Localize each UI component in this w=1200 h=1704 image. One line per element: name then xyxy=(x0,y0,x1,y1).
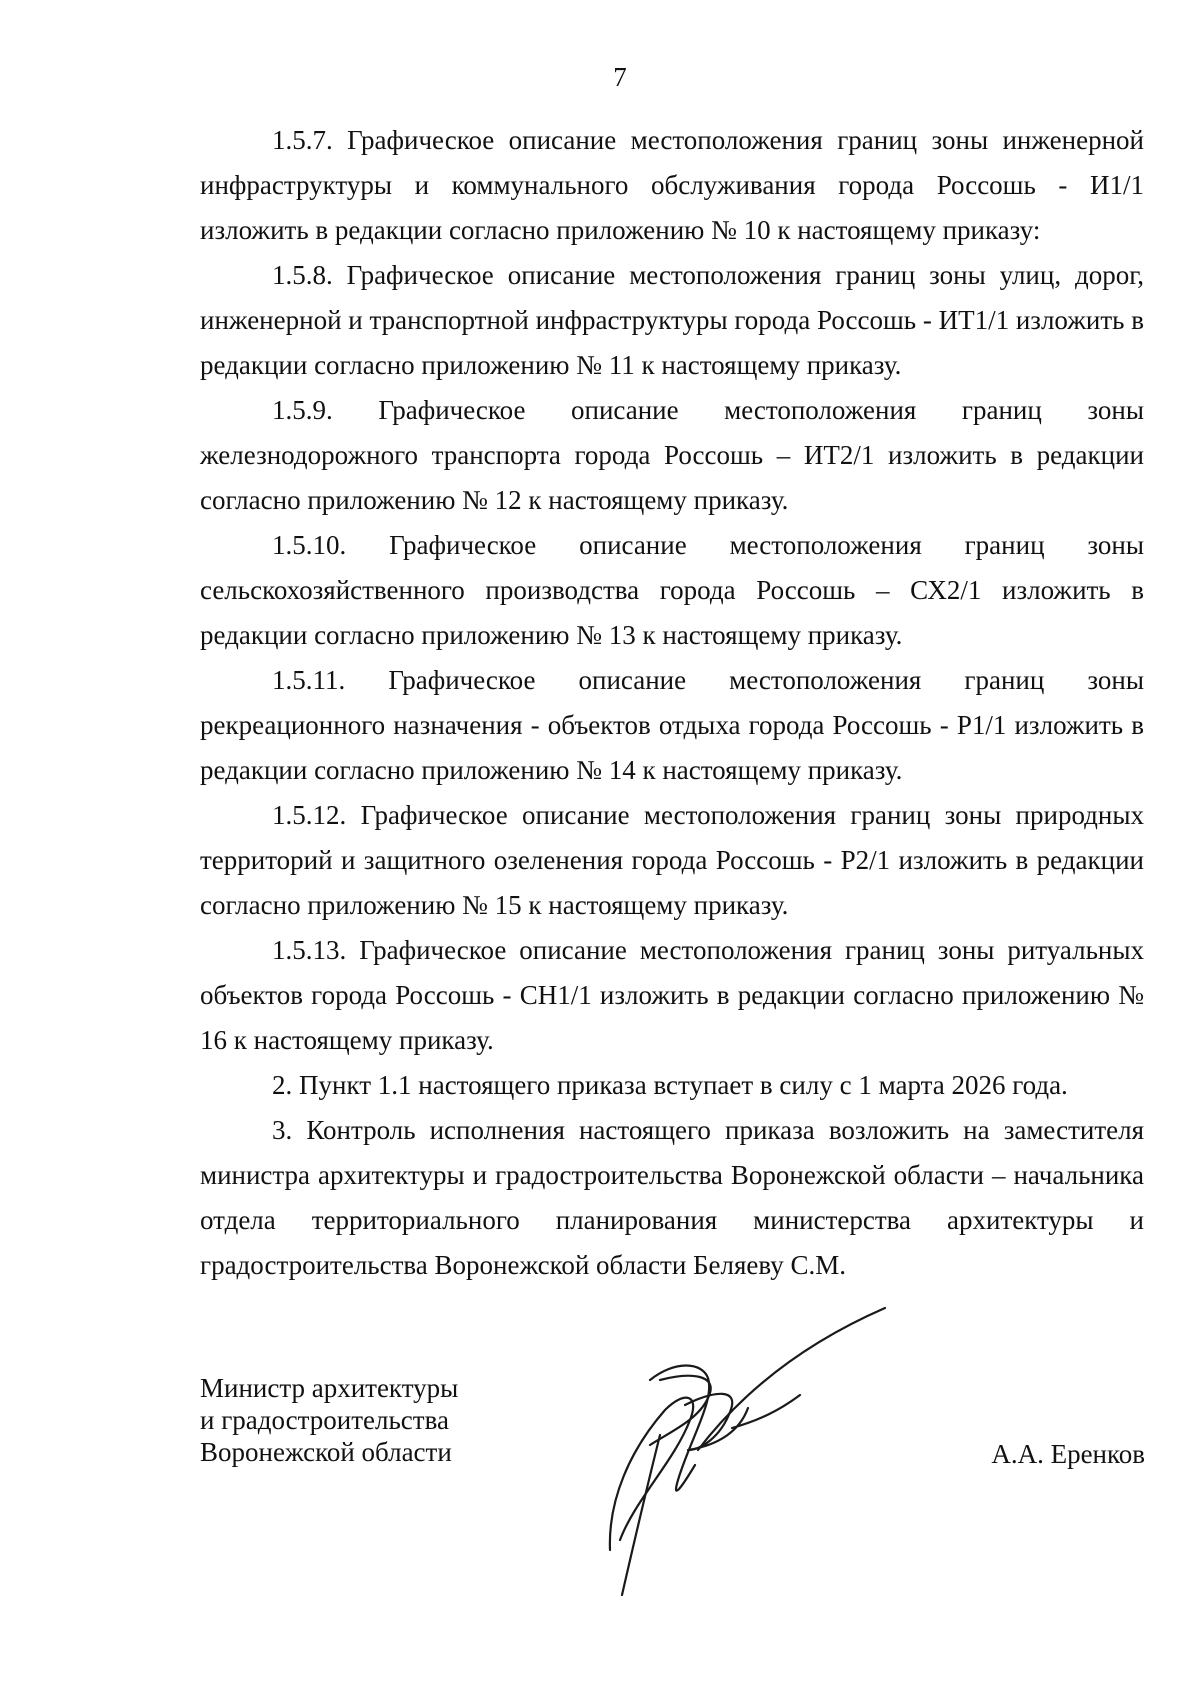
paragraph-1-5-13: 1.5.13. Графическое описание местоположения границ зоны ритуальных объектов города Россошь - СН1/1 изложить в редакции согласно приложению № 16 к настоящему приказу. xyxy=(200,935,1144,1055)
paragraph-2: 2. Пункт 1.1 настоящего приказа вступает в силу с 1 марта 2026 года. xyxy=(272,1070,1068,1100)
paragraph-1-5-10: 1.5.10. Графическое описание местоположения границ зоны сельскохозяйственного производства города Россошь – СХ2/1 изложить в редакции согласно приложению № 13 к настоящему приказу. xyxy=(200,530,1144,650)
page-number: 7 xyxy=(613,62,627,92)
signatory-position-line: и градостроительства xyxy=(200,1405,449,1435)
document-body xyxy=(200,118,1144,1288)
signatory-name: А.А. Еренков xyxy=(991,1439,1145,1469)
paragraph-1-5-7: 1.5.7. Графическое описание местоположения границ зоны инженерной инфраструктуры и коммунального обслуживания города Россошь - И1/1 изложить в редакции согласно приложению № 10 к настоящему приказу: xyxy=(200,125,1144,245)
paragraph-1-5-11: 1.5.11. Графическое описание местоположения границ зоны рекреационного назначения - объектов отдыха города Россошь - Р1/1 изложить в редакции согласно приложению № 14 к настоящему приказу. xyxy=(200,665,1144,785)
signatory-position xyxy=(200,1372,458,1468)
paragraph-1-5-8: 1.5.8. Графическое описание местоположения границ зоны улиц, дорог, инженерной и транспортной инфраструктуры города Россошь - ИТ1/1 изложить в редакции согласно приложению № 11 к настоящему приказу. xyxy=(200,260,1144,380)
paragraph-1-5-9: 1.5.9. Графическое описание местоположения границ зоны железнодорожного транспорта города Россошь – ИТ2/1 изложить в редакции согласно приложению № 12 к настоящему приказу. xyxy=(200,395,1144,515)
signatory-position-line: Воронежской области xyxy=(200,1437,452,1467)
signatory-position-line: Министр архитектуры xyxy=(200,1373,459,1403)
handwritten-signature xyxy=(590,1300,970,1600)
paragraph-3: 3. Контроль исполнения настоящего приказа возложить на заместителя министра архитектуры и градостроительства Воронежской области – начальника отдела территориального планирования министерства архитектуры и градостроительства Воронежской области Беляеву С.М. xyxy=(200,1115,1144,1280)
paragraph-1-5-12: 1.5.12. Графическое описание местоположения границ зоны природных территорий и защитного озеленения города Россошь - Р2/1 изложить в редакции согласно приложению № 15 к настоящему приказу. xyxy=(200,800,1144,920)
